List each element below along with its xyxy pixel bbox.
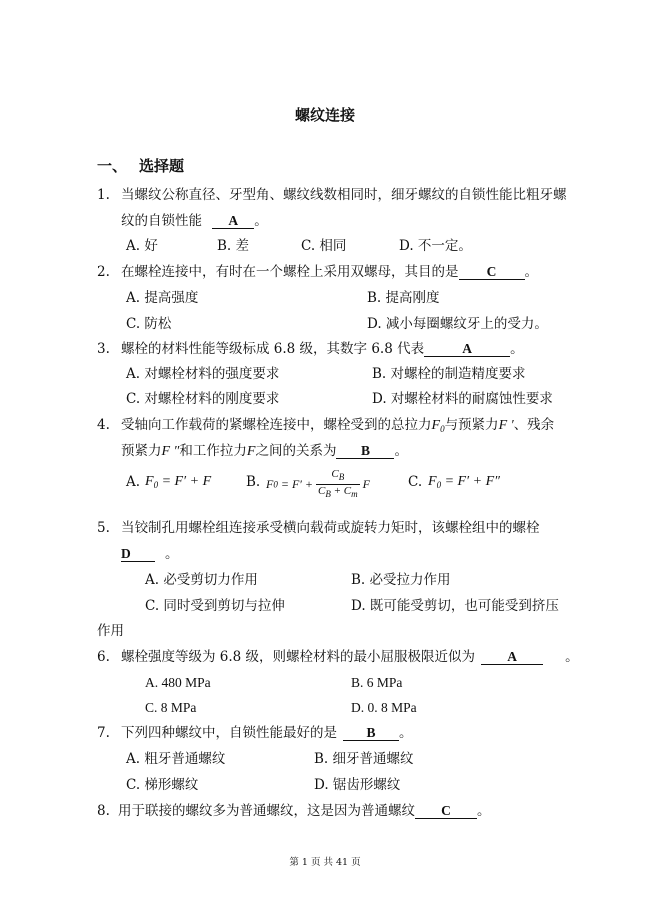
q4-sym-f: F [246, 444, 256, 459]
q2-option-b: B. 提高刚度 [367, 290, 440, 306]
q5-post: 。 [165, 546, 179, 562]
q4-line2-c: 之间的关系为 [255, 443, 337, 459]
section-title: 选择题 [139, 157, 185, 175]
section-number: 一、 [97, 157, 128, 175]
q4-answer: B [336, 443, 394, 459]
q8-post: 。 [477, 803, 491, 819]
q7-answer: B [343, 725, 399, 741]
q6-text: 螺栓强度等级为 6.8 级，则螺栓材料的最小屈服极限近似为 [121, 649, 476, 665]
q4-c-sub: 0 [436, 480, 442, 490]
q4-b-den-sub1: B [325, 489, 331, 499]
q6-post: 。 [565, 649, 579, 665]
q3-option-c: C. 对螺栓材料的刚度要求 [126, 391, 280, 407]
q2-line [121, 263, 538, 281]
q4-a-rest: = F′ + F [161, 474, 212, 489]
q6-option-d: D. 0. 8 MPa [351, 700, 417, 715]
q5-number: 5. [97, 520, 110, 536]
q7-text: 下列四种螺纹中，自锁性能最好的是 [121, 725, 337, 741]
q4-line1-b: 与预紧力 [444, 417, 499, 433]
q8-answer: C [415, 803, 477, 819]
q3-option-b: B. 对螺栓的制造精度要求 [372, 366, 526, 382]
q7-option-d: D. 锯齿形螺纹 [314, 777, 401, 793]
q3-text: 螺栓的材料性能等级标成 6.8 级，其数字 6.8 代表 [121, 341, 425, 357]
q4-option-b-label: B. [246, 474, 261, 490]
q4-b-den-plus: + C [330, 485, 352, 497]
q1-answer: A [212, 213, 254, 229]
q4-b-den-sub2: m [351, 489, 358, 499]
q4-b-right: F [362, 477, 370, 491]
q4-post: 。 [394, 443, 408, 459]
q8-line [118, 802, 491, 820]
q1-option-b: B. 差 [217, 238, 250, 254]
q4-option-a-label: A. [126, 474, 141, 490]
q4-line1-c: 、残余 [513, 417, 555, 433]
q6-number: 6. [97, 649, 110, 665]
q4-line1 [121, 416, 554, 438]
q4-number: 4. [97, 417, 110, 433]
q4-line2-b: 和工作拉力 [179, 443, 247, 459]
q7-number: 7. [97, 725, 110, 741]
q4-b-fraction [316, 468, 360, 501]
q4-b-num-c: C [331, 468, 339, 480]
q1-line1: 当螺纹公称直径、牙型角、螺纹线数相同时，细牙螺纹的自锁性能比粗牙螺 [121, 187, 567, 203]
q5-option-a: A. 必受剪切力作用 [145, 572, 258, 588]
q4-sym-fpp: F ″ [161, 444, 180, 459]
q7-option-b: B. 细牙普通螺纹 [314, 751, 414, 767]
q4-a-f: F [145, 474, 154, 489]
q4-b-num-sub: B [338, 472, 345, 482]
q4-line1-a: 受轴向工作载荷的紧螺栓连接中，螺栓受到的总拉力 [121, 417, 432, 433]
q8-text: 用于联接的螺纹多为普通螺纹，这是因为普通螺纹 [118, 803, 415, 819]
q1-line2 [121, 212, 268, 230]
q4-c-f: F [428, 474, 437, 489]
q2-option-a: A. 提高强度 [126, 290, 199, 306]
q7-option-c: C. 梯形螺纹 [126, 777, 199, 793]
page-footer: 第 1 页 共 41 页 [289, 857, 361, 868]
q5-option-d: D. 既可能受剪切，也可能受到挤压 [351, 598, 559, 614]
q1-option-c: C. 相同 [301, 238, 347, 254]
q3-number: 3. [97, 341, 110, 357]
q6-option-a: A. 480 MPa [145, 675, 211, 690]
q3-option-d: D. 对螺栓材料的耐腐蚀性要求 [372, 391, 553, 407]
q4-a-sub: 0 [153, 480, 159, 490]
q4-sym-f0-base: F [431, 418, 441, 433]
q4-c-rest: = F′ + F″ [444, 474, 500, 489]
page-title: 螺纹连接 [294, 106, 355, 124]
q4-sym-f0-sub: 0 [440, 424, 445, 434]
q1-line2-text: 纹的自锁性能 [121, 213, 202, 229]
q4-b-sub: 0 [273, 479, 278, 490]
q7-post: 。 [399, 725, 413, 741]
q4-line2-a: 预紧力 [121, 443, 162, 459]
q4-b-left: = F′ + [280, 477, 313, 491]
q5-wrap: 作用 [97, 623, 124, 639]
q4-option-c-label: C. [408, 474, 423, 490]
q1-option-d: D. 不一定。 [399, 238, 472, 254]
q6-answer: A [481, 649, 543, 665]
q3-post: 。 [510, 341, 524, 357]
q2-post: 。 [524, 264, 538, 280]
q7-line [121, 724, 413, 742]
q4-sym-fp: F ′ [498, 418, 514, 433]
q5-option-b: B. 必受拉力作用 [351, 572, 451, 588]
q6-option-c: C. 8 MPa [145, 700, 197, 715]
q4-b-f: F [266, 477, 274, 491]
q4-option-b-formula [266, 468, 370, 501]
q2-text: 在螺栓连接中，有时在一个螺栓上采用双螺母，其目的是 [121, 264, 459, 280]
q2-option-c: C. 防松 [126, 316, 172, 332]
q1-option-a: A. 好 [126, 238, 158, 254]
q4-sym-f0 [432, 418, 445, 433]
q5-line1: 当铰制孔用螺栓组连接承受横向载荷或旋转力矩时，该螺栓组中的螺栓 [121, 520, 540, 536]
q6-option-b: B. 6 MPa [351, 675, 403, 690]
q4-b-denominator [316, 485, 360, 501]
q8-number: 8. [97, 803, 110, 819]
q3-line [121, 340, 524, 358]
q1-number: 1. [97, 187, 110, 203]
q5-option-c: C. 同时受到剪切与拉伸 [145, 598, 285, 614]
q2-answer: C [459, 264, 525, 280]
q4-b-numerator [316, 468, 360, 485]
q6-line [121, 648, 579, 666]
q2-number: 2. [97, 264, 110, 280]
q3-option-a: A. 对螺栓材料的强度要求 [126, 366, 280, 382]
q4-line2 [121, 442, 408, 461]
q4-option-c-formula [428, 474, 500, 490]
q2-option-d: D. 减小每圈螺纹牙上的受力。 [367, 316, 548, 332]
q4-b-den-c1: C [318, 485, 326, 497]
q7-option-a: A. 粗牙普通螺纹 [126, 751, 226, 767]
q1-post: 。 [254, 213, 268, 229]
q5-answer: D [121, 546, 155, 562]
q4-option-a-formula [145, 474, 211, 490]
q5-line2 [121, 545, 179, 563]
q3-answer: A [424, 341, 510, 357]
